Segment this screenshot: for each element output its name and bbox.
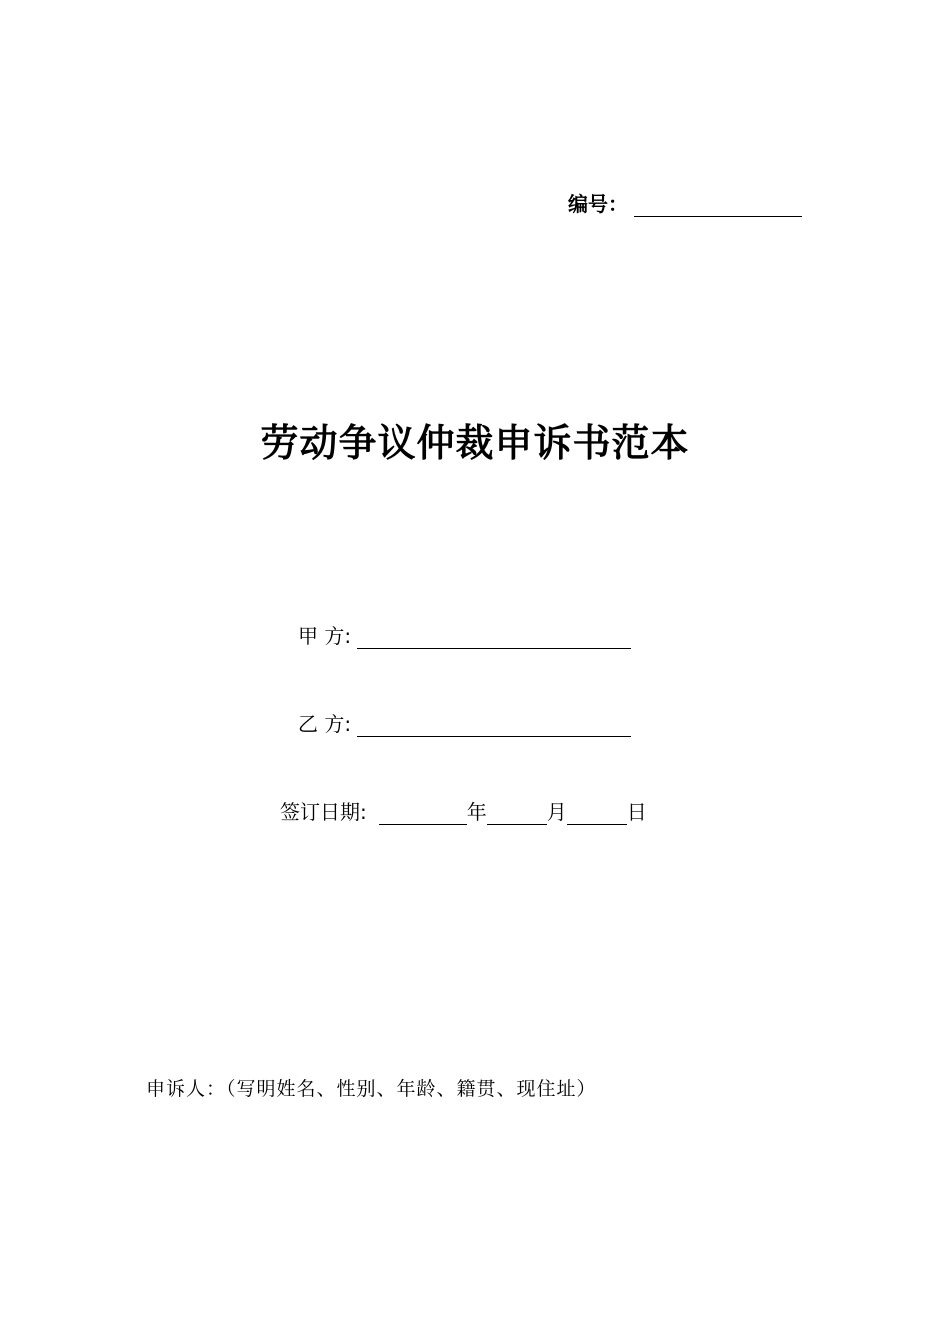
- signing-date-field: [280, 796, 647, 825]
- party-b-field: [298, 708, 631, 737]
- party-a-field: [298, 620, 631, 649]
- serial-number-label: 编号：: [568, 192, 628, 216]
- document-title: 劳动争议仲裁申诉书范本: [260, 421, 690, 465]
- signing-month-blank[interactable]: [487, 802, 547, 825]
- signing-year-blank[interactable]: [379, 802, 467, 825]
- party-b-blank[interactable]: [357, 714, 631, 737]
- signing-month-label: 月: [546, 800, 567, 824]
- serial-number-field: [568, 188, 802, 217]
- signing-year-label: 年: [466, 800, 487, 824]
- signing-day-blank[interactable]: [567, 802, 627, 825]
- party-a-label: 甲 方:: [298, 624, 352, 648]
- signing-day-label: 日: [626, 800, 647, 824]
- signing-date-label: 签订日期:: [280, 800, 367, 824]
- party-b-label: 乙 方:: [298, 712, 352, 736]
- applicant-line: 申诉人：（写明姓名、性别、年龄、籍贯、现住址）: [146, 1078, 597, 1100]
- serial-number-blank[interactable]: [634, 192, 802, 217]
- party-a-blank[interactable]: [357, 626, 631, 649]
